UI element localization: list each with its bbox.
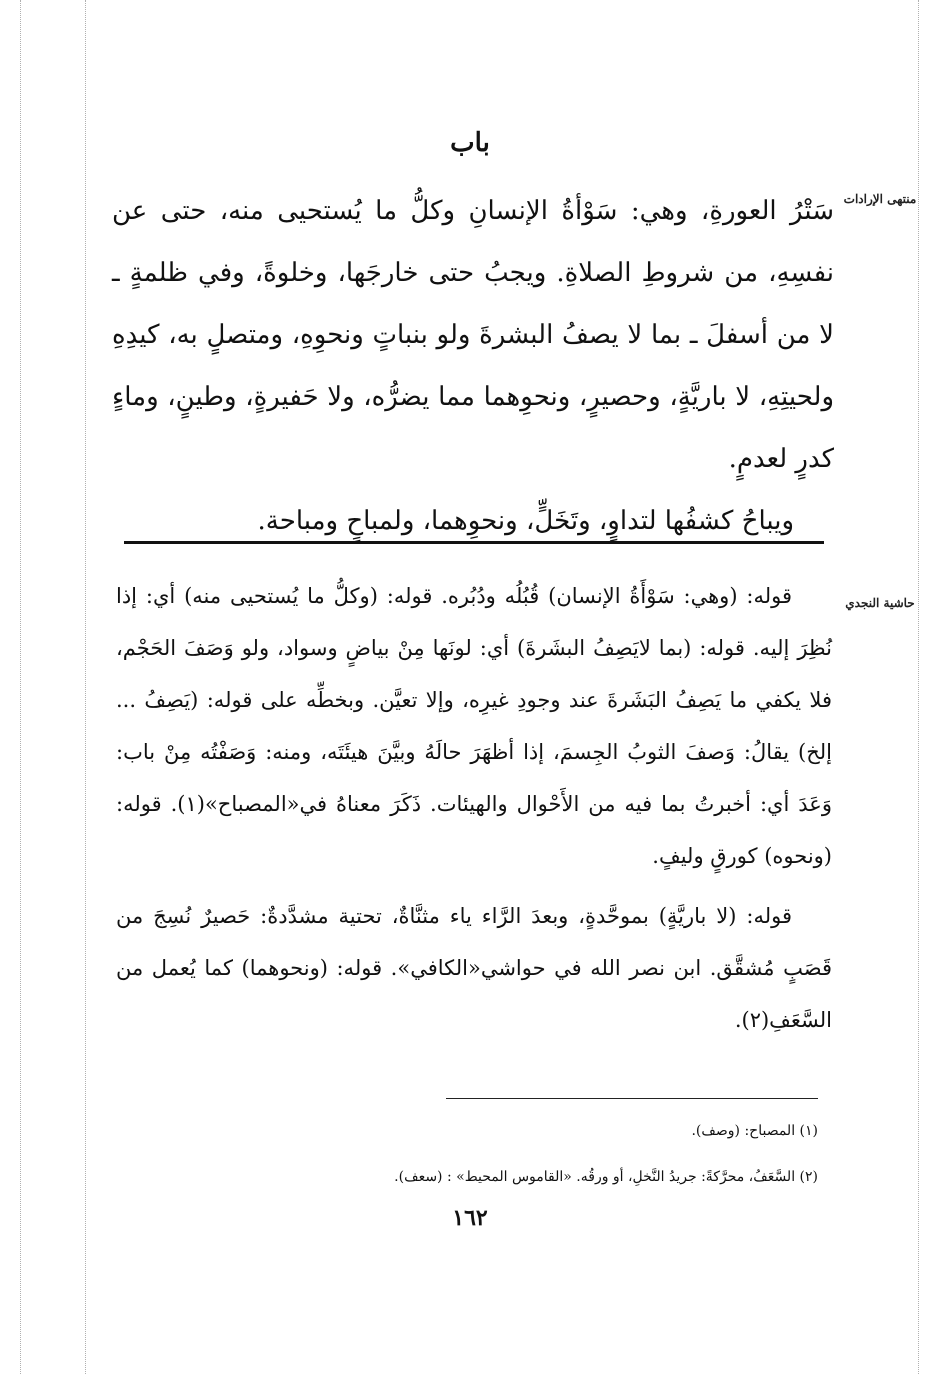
commentary-paragraph: قوله: (وهي: سَوْأَةُ الإنسان) قُبُلُه ودُبُره. قوله: (وكلُّ ما يُستحيى منه) أي: إذا نُظِرَ إليه. قوله: (بما لايَصِفُ البشَرةَ) أي: لونَها مِنْ بياضٍ وسواد، ولو وَصَفَ الحَجْم، فلا يكفي ما يَصِفُ البَشَرةَ عند وجودِ غيرِه، وإلا تعيَّن. وبخطِّه على قوله: (يَصِفُ ... إلخ) يقالُ: وَصفَ الثوبُ الجِسمَ، إذا أظهَرَ حالَهُ وبيَّنَ هيئَتَه، ومنه: وَصَفْتُه مِنْ باب: وَعَدَ أي: أخبرتُ بما فيه من الأَحْوال والهيئات. ذَكَرَ معناهُ في«المصباح»(١). قوله: (ونحوه) كورقٍ وليفٍ.	[116, 584, 832, 868]
main-text	[112, 180, 834, 552]
commentary-paragraph: قوله: (لا باريَّةٍ) بموحَّدةٍ، وبعدَ الرَّاء ياء مثنَّاةٌ، تحتية مشدَّدةٌ: حَصيرٌ نُسِجَ من قَصَبٍ مُشقَّق. ابن نصر الله في حواشي«الكافي». قوله: (ونحوهما) كما يُعمل من السَّعَفِ(٢).	[116, 904, 832, 1032]
page-number: ١٦٢	[452, 1205, 488, 1231]
footnotes	[300, 1108, 818, 1200]
footnote: (٢) السَّعَفُ، محرَّكةً: جريدُ النَّخلِ، أو ورقُه. «القاموس المحيط» : (سعف).	[394, 1169, 818, 1185]
main-paragraph: ويباحُ كشفُها لتداوٍ، وتَخَلٍّ، ونحوِهما، ولمباحٍ ومباحة.	[257, 506, 794, 536]
side-label-main: منتهى الإرادات	[843, 192, 917, 206]
footnote-divider	[446, 1098, 818, 1099]
main-paragraph: سَتْرُ العورةِ، وهي: سَوْأةُ الإنسانِ وكلُّ ما يُستحيى منه، حتى عن نفسِهِ، من شروطِ الصلاةِ. ويجبُ حتى خارجَها، وخلوةً، وفي ظلمةٍ ـ لا من أسفلَ ـ بما لا يصفُ البشرةَ ولو بنباتٍ ونحوِهِ، ومتصلٍ به، كيدِهِ ولحيتِهِ، لا باريَّةٍ، وحصيرٍ، ونحوِهما مما يضرُّه، ولا حَفيرةٍ، وطينٍ، وماءٍ كدرٍ لعدمٍ.	[112, 196, 834, 474]
side-label-commentary: حاشية النجدي	[845, 596, 915, 610]
footnote: (١) المصباح: (وصف).	[691, 1123, 818, 1139]
section-divider	[124, 541, 824, 544]
margin-dotted-line	[20, 0, 21, 1374]
margin-dotted-line	[918, 0, 919, 1374]
commentary-text	[116, 570, 832, 1046]
margin-dotted-line	[85, 0, 86, 1374]
chapter-title: باب	[450, 128, 490, 158]
